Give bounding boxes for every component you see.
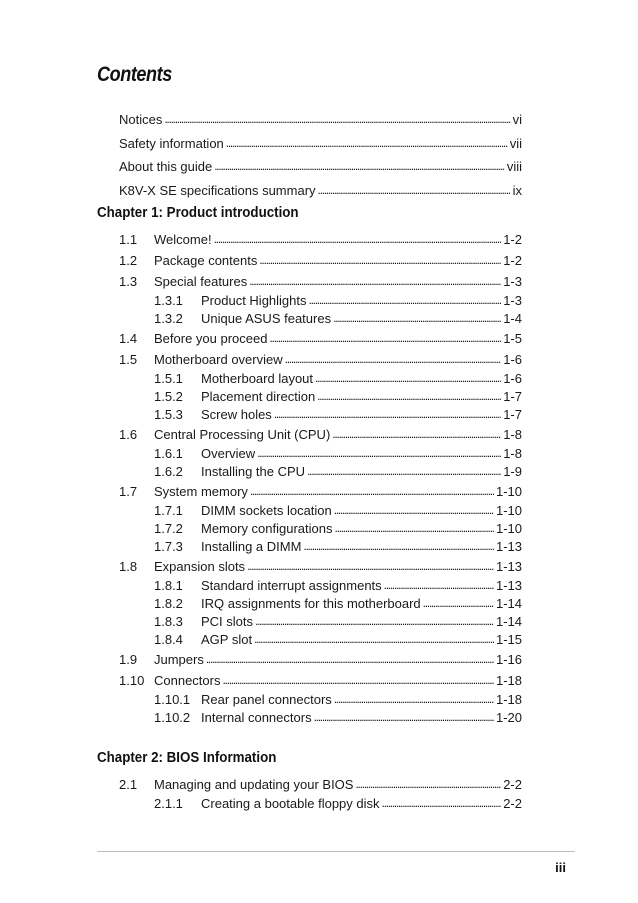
toc-entry-page: 1-13 xyxy=(495,559,522,574)
toc-entry-number: 1.10.1 xyxy=(154,692,191,707)
toc-entry[interactable] xyxy=(119,670,522,691)
toc-entry-number: 1.5.3 xyxy=(154,407,183,422)
dot-leader xyxy=(333,310,501,327)
toc-entry-number: 1.2 xyxy=(119,253,138,268)
toc-entry-number: 1.5.1 xyxy=(154,371,183,386)
toc-entry-page: 1-5 xyxy=(503,331,522,346)
toc-entry-label: Creating a bootable floppy disk xyxy=(201,796,380,811)
dot-leader xyxy=(250,481,494,502)
chapter-2-list xyxy=(119,774,522,813)
toc-entry[interactable] xyxy=(154,709,522,727)
toc-entry-label: Rear panel connectors xyxy=(201,692,332,707)
toc-entry-label: Managing and updating your BIOS xyxy=(154,777,354,792)
toc-entry[interactable] xyxy=(119,774,522,795)
toc-entry-page: 1-9 xyxy=(503,464,522,479)
toc-entry-label: Before you proceed xyxy=(154,331,268,346)
toc-entry[interactable] xyxy=(154,292,522,310)
toc-entry-label: Overview xyxy=(201,446,256,461)
toc-entry-page: 1-10 xyxy=(495,503,522,518)
toc-entry[interactable] xyxy=(154,613,522,631)
toc-entry-number: 1.3 xyxy=(119,274,138,289)
toc-entry-page: 1-13 xyxy=(495,578,522,593)
toc-entry-page: 1-18 xyxy=(495,673,522,688)
dot-leader xyxy=(164,108,510,132)
dot-leader xyxy=(318,179,511,203)
toc-entry-page: 1-2 xyxy=(503,253,522,268)
toc-entry-safety-information[interactable] xyxy=(119,132,522,156)
toc-entry-label: About this guide xyxy=(119,159,213,174)
footer-divider xyxy=(97,851,575,852)
toc-entry-number: 1.9 xyxy=(119,652,138,667)
toc-entry-number: 1.6.2 xyxy=(154,464,183,479)
toc-entry[interactable] xyxy=(119,649,522,670)
dot-leader xyxy=(317,388,501,405)
toc-entry-page: 1-4 xyxy=(503,311,522,326)
toc-entry-page: 2-2 xyxy=(503,777,522,792)
toc-entry[interactable] xyxy=(119,250,522,271)
toc-entry-number: 1.7.2 xyxy=(154,521,183,536)
dot-leader xyxy=(214,229,502,250)
toc-entry[interactable] xyxy=(154,463,522,481)
toc-entry-page: 1-14 xyxy=(495,614,522,629)
toc-entry-number: 1.8.4 xyxy=(154,632,183,647)
dot-leader xyxy=(314,709,494,726)
toc-entry-page: 1-18 xyxy=(495,692,522,707)
toc-entry-label: Placement direction xyxy=(201,389,316,404)
dot-leader xyxy=(334,691,494,708)
dot-leader xyxy=(334,502,494,519)
toc-entry-number: 2.1 xyxy=(119,777,138,792)
toc-entry[interactable] xyxy=(154,577,522,595)
toc-entry-page: 1-15 xyxy=(495,632,522,647)
dot-leader xyxy=(222,670,493,691)
toc-entry-page: viii xyxy=(506,159,522,174)
toc-entry-number: 1.8.3 xyxy=(154,614,183,629)
toc-entry[interactable] xyxy=(119,481,522,502)
toc-entry-label: Motherboard overview xyxy=(154,352,283,367)
toc-entry-label: Jumpers xyxy=(154,652,204,667)
toc-entry-label: PCI slots xyxy=(201,614,254,629)
toc-entry-number: 1.5 xyxy=(119,352,138,367)
dot-leader xyxy=(257,445,501,462)
toc-entry[interactable] xyxy=(119,328,522,349)
toc-entry-page: ix xyxy=(512,182,522,198)
toc-entry-page: 2-2 xyxy=(503,796,522,811)
toc-entry-label: Welcome! xyxy=(154,232,212,247)
toc-entry[interactable] xyxy=(154,406,522,424)
toc-entry-page: vii xyxy=(509,135,522,151)
toc-entry-page: 1-6 xyxy=(503,371,522,386)
dot-leader xyxy=(285,349,502,370)
toc-entry-page: 1-20 xyxy=(495,710,522,725)
toc-entry-label: Memory configurations xyxy=(201,521,333,536)
toc-entry[interactable] xyxy=(119,424,522,445)
dot-leader xyxy=(249,271,501,292)
dot-leader xyxy=(247,556,494,577)
toc-entry-number: 2.1.1 xyxy=(154,796,183,811)
toc-entry-number: 1.8.1 xyxy=(154,578,183,593)
dot-leader xyxy=(259,250,501,271)
toc-entry-specifications-summary[interactable] xyxy=(119,179,522,203)
page-number: iii xyxy=(555,860,566,875)
dot-leader xyxy=(384,577,494,594)
dot-leader xyxy=(255,613,494,630)
dot-leader xyxy=(382,795,502,812)
dot-leader xyxy=(303,538,494,555)
toc-entry-label: Connectors xyxy=(154,673,221,688)
toc-entry-page: 1-8 xyxy=(503,427,522,442)
toc-entry-number: 1.10 xyxy=(119,673,145,688)
toc-entry-label: Expansion slots xyxy=(154,559,246,574)
toc-entry-label: K8V-X SE specifications summary xyxy=(119,182,316,198)
toc-entry-page: 1-6 xyxy=(503,352,522,367)
toc-entry-page: 1-7 xyxy=(503,407,522,422)
toc-entry-number: 1.7 xyxy=(119,484,138,499)
toc-entry[interactable] xyxy=(154,691,522,709)
toc-entry-label: Central Processing Unit (CPU) xyxy=(154,427,331,442)
dot-leader xyxy=(332,424,501,445)
toc-entry-number: 1.7.3 xyxy=(154,539,183,554)
toc-entry[interactable] xyxy=(154,595,522,613)
toc-entry[interactable] xyxy=(154,520,522,538)
dot-leader xyxy=(335,520,494,537)
toc-entry-label: Internal connectors xyxy=(201,710,312,725)
toc-entry-label: Standard interrupt assignments xyxy=(201,578,382,593)
toc-entry-number: 1.5.2 xyxy=(154,389,183,404)
toc-entry[interactable] xyxy=(154,445,522,463)
toc-entry-label: DIMM sockets location xyxy=(201,503,332,518)
toc-entry[interactable] xyxy=(154,538,522,556)
toc-entry-page: 1-7 xyxy=(503,389,522,404)
dot-leader xyxy=(355,774,501,795)
dot-leader xyxy=(274,406,501,423)
toc-entry-label: IRQ assignments for this motherboard xyxy=(201,596,421,611)
toc-entry-page: 1-8 xyxy=(503,446,522,461)
toc-entry-page: 1-10 xyxy=(495,521,522,536)
toc-entry-label: Special features xyxy=(154,274,248,289)
dot-leader xyxy=(226,132,508,156)
toc-entry-label: Screw holes xyxy=(201,407,272,422)
toc-entry-page: 1-10 xyxy=(495,484,522,499)
toc-entry[interactable] xyxy=(154,388,522,406)
toc-entry-number: 1.1 xyxy=(119,232,138,247)
toc-entry-number: 1.3.1 xyxy=(154,293,183,308)
toc-entry-page: 1-16 xyxy=(495,652,522,667)
chapter-2-heading[interactable]: Chapter 2: BIOS Information xyxy=(97,750,277,766)
dot-leader xyxy=(254,631,494,648)
toc-entry-label: Notices xyxy=(119,112,163,127)
toc-entry[interactable] xyxy=(154,631,522,649)
toc-entry-label: Safety information xyxy=(119,135,224,151)
toc-entry-label: Package contents xyxy=(154,253,258,268)
dot-leader xyxy=(315,370,501,387)
toc-entry-about-this-guide[interactable] xyxy=(119,155,522,179)
toc-entry-number: 1.3.2 xyxy=(154,311,183,326)
toc-entry-number: 1.8 xyxy=(119,559,138,574)
toc-entry-label: System memory xyxy=(154,484,248,499)
toc-entry-page: 1-14 xyxy=(495,596,522,611)
chapter-1-heading[interactable]: Chapter 1: Product introduction xyxy=(97,205,299,221)
toc-entry-number: 1.6.1 xyxy=(154,446,183,461)
toc-entry-page: vi xyxy=(512,112,522,127)
page-title: Contents xyxy=(97,63,172,86)
toc-entry-page: 1-2 xyxy=(503,232,522,247)
toc-entry[interactable] xyxy=(119,556,522,577)
toc-entry[interactable] xyxy=(154,370,522,388)
toc-entry[interactable] xyxy=(119,271,522,292)
toc-entry-number: 1.7.1 xyxy=(154,503,183,518)
toc-entry[interactable] xyxy=(154,795,522,813)
toc-entry-label: Installing a DIMM xyxy=(201,539,302,554)
dot-leader xyxy=(206,649,494,670)
toc-entry-number: 1.8.2 xyxy=(154,596,183,611)
toc-entry[interactable] xyxy=(154,310,522,328)
toc-entry-number: 1.6 xyxy=(119,427,138,442)
dot-leader xyxy=(269,328,501,349)
toc-entry-label: Product Highlights xyxy=(201,293,307,308)
toc-entry-number: 1.10.2 xyxy=(154,710,191,725)
toc-entry[interactable] xyxy=(119,349,522,370)
front-matter-list xyxy=(119,108,522,202)
toc-entry-page: 1-3 xyxy=(503,293,522,308)
toc-entry-number: 1.4 xyxy=(119,331,138,346)
dot-leader xyxy=(214,155,505,179)
toc-entry-notices[interactable] xyxy=(119,108,522,132)
dot-leader xyxy=(309,292,502,309)
toc-entry-page: 1-3 xyxy=(503,274,522,289)
chapter-1-list xyxy=(119,229,522,727)
toc-entry[interactable] xyxy=(154,502,522,520)
toc-entry-page: 1-13 xyxy=(495,539,522,554)
toc-entry-label: Motherboard layout xyxy=(201,371,314,386)
dot-leader xyxy=(423,595,494,612)
toc-entry-label: Unique ASUS features xyxy=(201,311,332,326)
toc-entry-label: Installing the CPU xyxy=(201,464,306,479)
toc-entry[interactable] xyxy=(119,229,522,250)
dot-leader xyxy=(307,463,501,480)
toc-entry-label: AGP slot xyxy=(201,632,253,647)
